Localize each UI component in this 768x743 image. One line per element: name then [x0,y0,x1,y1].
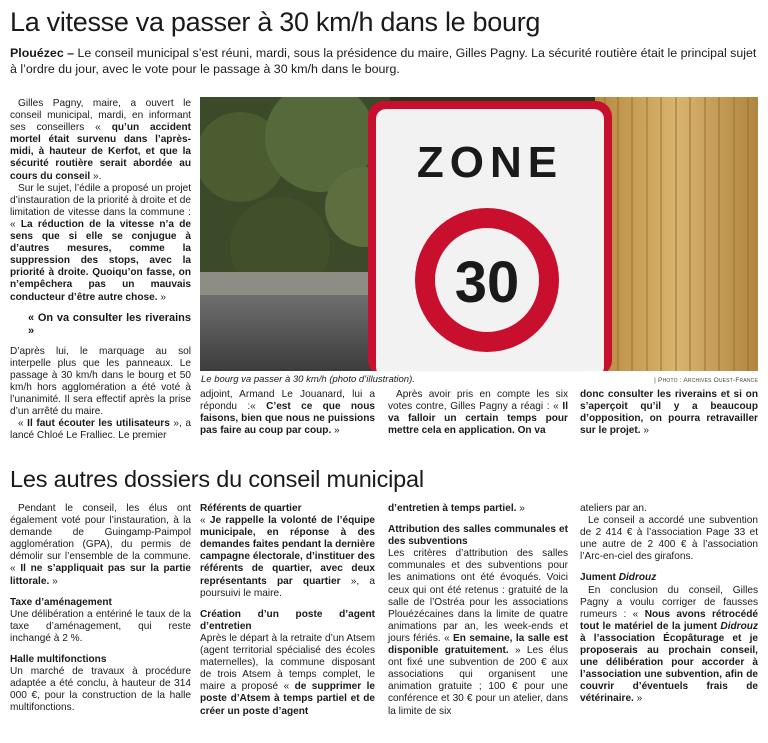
sign-speed-text: 30 [454,250,520,315]
article2-column1 [10,503,191,715]
paragraph: Après le départ à la retraite d’un Atsem (agent territorial spécialisé des écoles maternelles), la commune disposant de trois Atsem à temps complet, le maire a proposé « de supprimer le poste d’Atsem à temps partiel et de créer un poste d’agent [200,632,375,717]
paragraph: Le conseil a accordé une subvention de 2 414 € à l’association Page 33 et une autre de 2 400 € à l’association l’Arc-en-ciel des girafons. [580,515,758,563]
paragraph: ateliers par an. [580,503,647,514]
paragraph: Gilles Pagny, maire, a ouvert le conseil municipal, mardi, en informant ses conseillers « qu’un accident mortel était survenu dans l’après-midi, à hauteur de Kerfot, et que la sécurité routière serait abordée au cours du conseil ». [10,98,191,182]
paragraph: donc consulter les riverains et si on s’aperçoit qu’il y a beaucoup d’opposition, on pourra retravailler sur le projet. » [580,389,758,437]
paragraph: D’après lui, le marquage au sol interpelle plus que les panneaux. Le passage à 30 km/h dans le bourg et 50 km/h hors agglomération a été voté à l’unanimité. Il sera effectif après la prise d’un arrêté du maire. [10,345,191,418]
paragraph: Une délibération a entériné le taux de la taxe d’aménagement, qui reste inchangé à 2 %. [10,608,191,644]
subheading: Attribution des salles communales et des subventions [388,524,568,548]
subheading: Création d’un poste d’agent d’entretien [200,608,375,632]
headline: La vitesse va passer à 30 km/h dans le bourg [10,7,541,37]
article1-column3 [388,389,568,437]
paragraph: Pendant le conseil, les élus ont également voté pour l’instauration, à la demande de Guingamp-Paimpol agglomération (GPA), du permis de démolir sur l’ensemble de la commune. « Il ne s’appliquait pas sur la partie littorale. » [10,503,192,587]
subheading: Taxe d’aménagement [10,596,112,608]
intro-place: Plouézec [10,46,64,60]
paragraph: adjoint, Armand Le Jouanard, lui a répondu :« C’est ce que nous faisons, bien que nous ne puissions pas faire au coup par coup. » [200,389,375,437]
subheading: Jument Didrouz [580,572,657,584]
subheading: Référents de quartier [200,503,302,514]
article1-column4 [580,389,758,437]
paragraph: Les critères d’attribution des salles communales et des subventions pour les animations ont été évoqués. Voici ceux qui ont été retenus : gratuité de la salle de l’Ostréa pour les associations Plouézécaines dans la limite de quatre animations par an, les week-ends et jours fériés. « En semaine, la salle est disponible gratuitement. » Les élus ont fixé une subvention de 200 € aux associations qui organisent une animation gratuite ; 100 € pour une conférence et 30 € pour un atelier, dans la limite de six [388,548,568,717]
article2-column4 [580,503,758,706]
article1-column1 [10,98,191,442]
photo-credit: | Photo : Archives Ouest-France [654,377,758,384]
paragraph: En conclusion du conseil, Gilles Pagny a voulu corriger de fausses rumeurs : « Nous avons rétrocédé tout le matériel de la jument Didrouz à l’association Écopâturage et je proposerais au prochain conseil, une délibération pour accorder à l’association une subvention, afin de couvrir d’éventuels frais de vétérinaire. » [580,584,758,705]
road [200,295,390,371]
article2-column3 [388,503,568,718]
paragraph: d’entretien à temps partiel. » [388,503,525,514]
paragraph: Après avoir pris en compte les six votes contre, Gilles Pagny a réagi : « Il va falloir un certain temps pour mettre cela en application. On va [388,389,568,437]
paragraph: Sur le sujet, l’édile a proposé un projet d’instauration de la priorité à droite et de limitation de vitesse dans la commune : « La réduction de la vitesse n’a de sens que si elle se conjugue à d’autres mesures, comme la suppression des stops, avec la priorité à droite. Quoiqu’on fasse, on n’empêchera pas un mauvais conducteur d’être autre chose. » [10,182,191,303]
paragraph: « Il faut écouter les utilisateurs », a lancé Chloé Le Fralliec. Le premier [10,418,192,442]
paragraph: « Je rappelle la volonté de l’équipe municipale, en réponse à des demandes faites pendant la dernière campagne électorale, d’instituer des référents de quartier, avec deux représentants par quartier », a poursuivi le maire. [200,515,376,599]
article2-headline: Les autres dossiers du conseil municipal [10,466,424,492]
photo [200,97,758,371]
intro: Plouézec – Le conseil municipal s’est réuni, mardi, sous la présidence du maire, Gilles Pagny. La sécurité routière était le principal sujet à l’ordre du jour, avec le vote pour le passage à 30 km/h dans le bourg. [10,46,757,76]
subheading: Halle multifonctions [10,654,107,666]
sign-zone-text: ZONE [416,138,564,187]
pullquote: « On va consulter les riverains » [28,311,191,337]
article1-column2 [200,389,375,437]
intro-text: Le conseil municipal s’est réuni, mardi, sous la présidence du maire, Gilles Pagny. La sécurité routière était le principal sujet à l’ordre du jour, avec le vote pour le passage à 30 km/h dans le bourg. [10,46,757,76]
paragraph: Un marché de travaux à procédure adaptée a été conclu, à hauteur de 314 000 €, pour la construction de la halle multifonctions. [10,666,191,714]
wall [200,272,390,297]
photo-illustration [200,97,758,371]
photo-caption: Le bourg va passer à 30 km/h (photo d’illustration). [201,374,415,385]
article2-column2 [200,503,375,718]
